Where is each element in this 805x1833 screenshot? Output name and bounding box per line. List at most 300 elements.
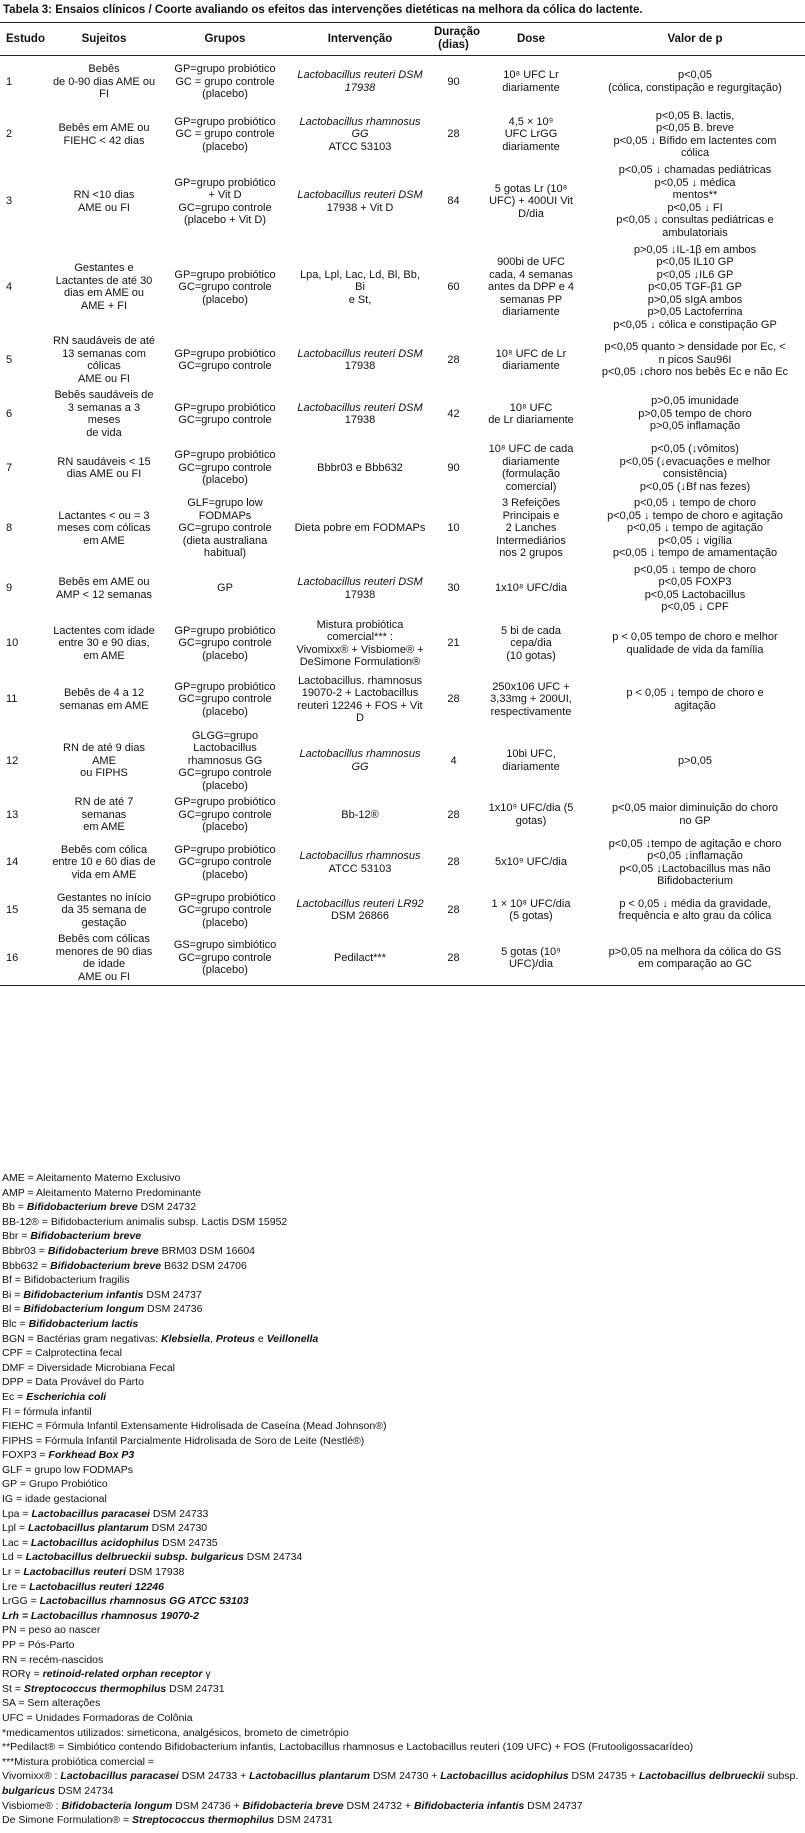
intervencao-line: reuteri 12246 + FOS + Vit D — [297, 699, 423, 724]
intervencao-line: Bb-12® — [341, 808, 379, 821]
cell-duracao: 21 — [447, 637, 460, 650]
legend-species-name: Lactobacillus plantarum — [249, 1770, 370, 1783]
sujeitos-line: ou FIPHS — [80, 767, 128, 779]
cell-dose — [477, 794, 585, 836]
legend-segment: UFC = Unidades Formadoras de Colônia — [2, 1711, 193, 1724]
intervencao-line: Dieta pobre em FODMAPs — [294, 522, 426, 534]
legend-species-name: Bifidobacteria breve — [242, 1799, 344, 1812]
cell-sujeitos — [48, 890, 160, 932]
cell-intervencao — [290, 836, 430, 890]
valor-p-line: n picos Sau96I — [658, 353, 732, 366]
cell-grupos — [160, 562, 290, 616]
clinical-trials-table — [0, 22, 805, 986]
legend-species-name: Klebsiella — [161, 1332, 211, 1345]
legend-species-name: Bifidobacteria infantis — [413, 1799, 525, 1812]
legend-segment: PN = peso ao nascer — [2, 1624, 101, 1637]
sujeitos-line: entre 10 e 60 dias de — [52, 856, 156, 869]
dose-line: Principais e — [502, 509, 560, 522]
sujeitos-line: gestação — [81, 916, 127, 929]
dose-line: diariamente — [502, 306, 560, 318]
cell-sujeitos — [48, 672, 160, 728]
cell-dose — [477, 56, 585, 108]
legend-species-name: Proteus — [215, 1332, 255, 1345]
grupos-line: GC=grupo controle — [178, 360, 272, 372]
sujeitos-line: em AME — [83, 649, 125, 662]
cell-valor-p — [585, 890, 805, 932]
valor-p-line: agitação — [674, 699, 716, 712]
sujeitos-line: AME + FI — [80, 299, 128, 312]
table-row — [0, 333, 805, 387]
cell-intervencao — [290, 728, 430, 795]
grupos-line: GLF=grupo low — [187, 497, 263, 509]
legend-entry — [2, 1507, 800, 1522]
legend-entry — [2, 1332, 800, 1347]
sujeitos-line: semanas em AME — [59, 699, 149, 712]
legend-entry — [2, 1521, 800, 1536]
legend-entry — [2, 1361, 800, 1376]
grupos-line: habitual) — [203, 547, 247, 559]
sujeitos-line: menores de 90 dias — [55, 945, 153, 958]
legend-segment: Lpa = — [2, 1507, 32, 1520]
legend-segment — [26, 1391, 106, 1403]
grupos-line: GP=grupo probiótico — [174, 176, 276, 189]
legend-species-name: Lactobacillus acidophilus — [440, 1770, 569, 1783]
cell-duracao: 90 — [447, 75, 460, 88]
dose-line: diariamente — [502, 81, 560, 94]
legend-segment: IG = idade gestacional — [2, 1493, 107, 1506]
legend-segment: FIPHS = Fórmula Infantil Parcialmente Hidrolisada de Soro de Leite (Nestlé®) — [2, 1434, 365, 1447]
legend-segment: DSM 24737 — [143, 1288, 202, 1301]
dose-line: 10⁸ UFC de Lr — [495, 347, 567, 360]
legend-species-name: Veillonella — [266, 1332, 319, 1345]
cell-sujeitos — [48, 441, 160, 495]
dose-line: 5 gotas (10⁹ — [501, 945, 561, 958]
sujeitos-line: Bebês saudáveis de — [54, 389, 154, 401]
legend-species-name: retinoid-related orphan receptor — [42, 1668, 203, 1681]
cell-dose — [477, 441, 585, 495]
cell-estudo: 9 — [6, 582, 13, 595]
legend-segment: Blc = — [2, 1317, 29, 1330]
valor-p-line: p<0,05 Lactobacillus — [644, 588, 746, 601]
legend-segment: DSM 24736 — [144, 1303, 203, 1316]
cell-intervencao — [290, 495, 430, 562]
legend-segment: Lac = — [2, 1536, 31, 1549]
legend-entry — [2, 1813, 800, 1828]
table-row — [0, 836, 805, 890]
legend-entry — [2, 1550, 800, 1565]
grupos-line: GP=grupo probiótico — [174, 449, 276, 462]
legend-segment: DSM 24730 + — [369, 1770, 441, 1783]
cell-duracao: 28 — [447, 353, 460, 366]
cell-grupos — [160, 333, 290, 387]
legend-segment: DSM 24732 — [137, 1201, 197, 1214]
intervencao-line: 17938 — [344, 360, 376, 372]
grupos-line: GC=grupo controle — [178, 522, 272, 534]
intervencao-line: Lpa, Lpl, Lac, Ld, Bl, Bb, Bi — [300, 268, 420, 293]
legend-segment — [216, 1333, 255, 1345]
dose-line: 1x10⁸ UFC/dia — [495, 582, 567, 595]
cell-estudo: 14 — [6, 856, 19, 869]
legend-segment: AME = Aleitamento Materno Exclusivo — [2, 1172, 181, 1184]
legend-species-name: Lactobacillus paracasei — [31, 1507, 150, 1520]
legend-entry — [2, 1171, 800, 1186]
legend-entry — [2, 1623, 800, 1638]
cell-dose — [477, 728, 585, 795]
legend-segment — [30, 1230, 141, 1242]
cell-duracao: 10 — [447, 522, 460, 534]
cell-valor-p — [585, 441, 805, 495]
legend-segment — [32, 1508, 150, 1520]
grupos-line: (placebo) — [202, 916, 248, 929]
intervencao-line: 17938 — [344, 414, 376, 426]
table-row — [0, 242, 805, 334]
grupos-line: FODMAPs — [198, 509, 252, 522]
cell-dose — [477, 562, 585, 616]
intervencao-line: Lactobacillus reuteri DSM — [297, 189, 423, 201]
cell-valor-p — [585, 728, 805, 795]
grupos-line: GC=grupo controle — [178, 461, 272, 474]
cell-dose — [477, 387, 585, 441]
table-row — [0, 794, 805, 836]
sujeitos-line: RN <10 dias — [73, 189, 135, 201]
grupos-line: GP=grupo probiótico — [174, 115, 276, 128]
intervencao-line: Lactobacillus rhamnosus GG — [299, 748, 421, 773]
intervencao-line: Lactobacillus rhamnosus — [299, 850, 421, 862]
legend-segment: ***Mistura probiótica comercial = — [2, 1755, 155, 1768]
sujeitos-line: dias em AME ou — [63, 287, 145, 300]
cell-sujeitos — [48, 333, 160, 387]
header-estudo: Estudo — [0, 23, 48, 56]
header-valor-p: Valor de p — [585, 23, 805, 56]
legend-segment: PP = Pós-Parto — [2, 1639, 75, 1651]
legend-species-name: Bifidobacteria longum — [61, 1799, 173, 1812]
legend-entry — [2, 1799, 800, 1814]
cell-intervencao — [290, 242, 430, 334]
cell-grupos — [160, 108, 290, 162]
sujeitos-line: Bebês com cólica — [60, 843, 148, 856]
sujeitos-line: AMP < 12 semanas — [55, 588, 153, 601]
legend-entry — [2, 1259, 800, 1274]
legend-segment: Bbr = — [2, 1230, 31, 1243]
cell-intervencao — [290, 794, 430, 836]
grupos-line: GC=grupo controle — [178, 767, 272, 779]
grupos-line: GC=grupo controle — [178, 808, 272, 821]
cell-estudo: 1 — [6, 75, 13, 88]
valor-p-line: p < 0,05 ↓ média da gravidade, — [619, 897, 771, 910]
legend-entry — [2, 1215, 800, 1230]
cell-valor-p — [585, 242, 805, 334]
cell-estudo: 8 — [6, 522, 13, 534]
grupos-line: GC=grupo controle — [178, 201, 272, 214]
intervencao-line: Lactobacillus. rhamnosus — [297, 674, 423, 687]
legend-species-name: Bifidobacterium breve — [50, 1259, 162, 1272]
legend-segment — [24, 1683, 166, 1695]
legend-segment: Visbiome® : — [2, 1799, 62, 1812]
legend-segment — [61, 1800, 172, 1812]
cell-grupos — [160, 56, 290, 108]
legend-segment: DSM 24730 — [148, 1522, 208, 1535]
intervencao-line: Lactobacillus rhamnosus GG — [299, 115, 421, 141]
cell-sujeitos — [48, 108, 160, 162]
legend-segment — [23, 1289, 143, 1301]
legend-segment — [29, 1318, 139, 1330]
valor-p-line: p<0,05 ↓ FI — [667, 201, 723, 214]
legend-entry — [2, 1653, 800, 1668]
valor-p-line: mentos** — [672, 189, 718, 201]
legend-segment: DSM 24735 — [159, 1536, 218, 1549]
legend-entry — [2, 1696, 800, 1711]
legend-segment — [243, 1800, 344, 1812]
legend-segment: Lpl = — [2, 1522, 28, 1535]
cell-valor-p — [585, 562, 805, 616]
dose-line: 10⁸ UFC de cada — [488, 443, 574, 455]
cell-estudo: 12 — [6, 754, 19, 767]
legend-entry — [2, 1419, 800, 1434]
table-row — [0, 931, 805, 986]
legend-segment: SA = Sem alterações — [2, 1697, 101, 1710]
legend-entry — [2, 1346, 800, 1361]
dose-line: 250x106 UFC + — [492, 680, 570, 693]
legend-species-name: Lactobacillus acidophilus — [30, 1536, 160, 1549]
intervencao-line: Vivomixx® + Visbiome® + — [296, 643, 424, 656]
legend-segment: **Pedilact® = Simbiótico contendo Bifidobacterium infantis, Lactobacillus rhamnosus e Lactobacillus reuteri (109 UFC) + FOS (Frutooligossacarídeo) — [2, 1741, 694, 1754]
sujeitos-line: RN saudáveis < 15 — [57, 455, 151, 468]
intervencao-line: Lactobacillus reuteri DSM — [297, 69, 423, 82]
grupos-line: Lactobacillus — [193, 742, 257, 754]
legend-segment: Ec = — [2, 1390, 27, 1403]
table-row — [0, 890, 805, 932]
valor-p-line: p<0,05 ↓ vigília — [658, 534, 732, 547]
legend-segment: DSM 24731 — [166, 1682, 225, 1695]
legend-species-name: Lactobacillus reuteri — [23, 1566, 127, 1579]
cell-intervencao — [290, 333, 430, 387]
cell-estudo: 15 — [6, 904, 19, 916]
legend-segment: RORγ = — [2, 1668, 43, 1681]
legend-segment: DMF = Diversidade Microbiana Fecal — [2, 1361, 176, 1374]
intervencao-line: DeSimone Formulation® — [299, 656, 421, 668]
cell-grupos — [160, 387, 290, 441]
table-body — [0, 56, 805, 986]
table-caption: Tabela 3: Ensaios clínicos / Coorte avaliando os efeitos das intervenções dietéticas na melhora da cólica do lactente. — [3, 4, 643, 16]
dose-line: semanas PP — [499, 293, 563, 306]
table-row — [0, 441, 805, 495]
grupos-line: GC=grupo controle — [178, 281, 272, 293]
legend-segment: Ld = — [2, 1551, 26, 1564]
dose-line: 3 Refeições — [501, 497, 561, 509]
dose-line: cepa/dia — [510, 637, 552, 650]
cell-dose — [477, 836, 585, 890]
legend-species-name: Lactobacillus rhamnosus GG ATCC 53103 — [39, 1595, 249, 1608]
legend-entry — [2, 1667, 800, 1682]
grupos-line: (placebo) — [202, 293, 248, 306]
sujeitos-line: da 35 semana de — [61, 904, 147, 916]
grupos-line: rhamnosus GG — [187, 754, 263, 767]
cell-intervencao — [290, 890, 430, 932]
cell-sujeitos — [48, 616, 160, 672]
cell-grupos — [160, 836, 290, 890]
cell-duracao: 90 — [447, 461, 460, 474]
intervencao-line: ATCC 53103 — [328, 140, 392, 153]
dose-line: diariamente — [502, 140, 560, 153]
table-row — [0, 495, 805, 562]
sujeitos-line: Gestantes no início — [56, 891, 152, 904]
legend-species-name: Streptococcus thermophilus — [132, 1814, 275, 1827]
cell-sujeitos — [48, 495, 160, 562]
cell-valor-p — [585, 333, 805, 387]
legend-segment: DSM 17938 — [126, 1566, 185, 1579]
valor-p-line: p<0,05 (↓evacuações e melhor — [619, 455, 771, 468]
cell-sujeitos — [48, 836, 160, 890]
legend-entry — [2, 1273, 800, 1288]
cell-valor-p — [585, 162, 805, 242]
grupos-line: (placebo) — [202, 140, 248, 153]
legend-segment: DSM 24733 + — [178, 1770, 250, 1783]
sujeitos-line: meses com cólicas — [57, 522, 151, 534]
legend-segment — [27, 1201, 138, 1213]
legend-segment — [639, 1770, 764, 1782]
grupos-line: (placebo) — [202, 705, 248, 718]
table-header-row — [0, 23, 805, 56]
grupos-line: GC=grupo controle — [178, 637, 272, 650]
cell-duracao: 42 — [447, 407, 460, 420]
legend-species-name: Escherichia coli — [26, 1390, 107, 1403]
cell-estudo: 5 — [6, 353, 13, 366]
legend-segment: DSM 24731 — [274, 1814, 333, 1827]
legend-species-name: Bifidobacterium breve — [47, 1244, 159, 1257]
abbreviation-legend — [2, 1171, 800, 1828]
grupos-line: (placebo) — [202, 474, 248, 487]
intervencao-line: Pedilact*** — [334, 951, 386, 964]
cell-grupos — [160, 495, 290, 562]
legend-segment: DSM 24735 + — [568, 1770, 639, 1783]
grupos-line: GP — [217, 582, 233, 595]
legend-entry — [2, 1200, 800, 1215]
valor-p-line: p<0,05 ↓choro nos bebês Ec e não Ec — [601, 366, 789, 379]
grupos-line: GP=grupo probiótico — [174, 401, 276, 414]
header-grupos: Grupos — [160, 23, 290, 56]
sujeitos-line: Bebês com cólicas — [58, 933, 150, 945]
legend-species-name: Lactobacillus plantarum — [27, 1522, 149, 1535]
cell-dose — [477, 495, 585, 562]
legend-entry — [2, 1375, 800, 1390]
legend-species-name: bulgaricus — [2, 1784, 56, 1797]
header-intervencao: Intervenção — [290, 23, 430, 56]
dose-line: comercial) — [505, 480, 557, 493]
sujeitos-line: de 0-90 dias AME ou — [52, 75, 156, 88]
legend-entry — [2, 1405, 800, 1420]
sujeitos-line: RN de até 7 semanas — [74, 796, 134, 821]
cell-duracao: 84 — [447, 195, 460, 208]
legend-entry — [2, 1492, 800, 1507]
cell-duracao: 28 — [430, 931, 477, 986]
sujeitos-line: Bebês — [88, 63, 120, 75]
intervencao-line: Lactobacillus reuteri DSM — [297, 401, 423, 414]
cell-duracao: 28 — [447, 128, 460, 141]
grupos-line: GC=grupo controle — [178, 414, 272, 426]
legend-segment: BGN = Bactérias gram negativas: — [2, 1332, 162, 1345]
cell-intervencao — [290, 562, 430, 616]
cell-dose — [477, 108, 585, 162]
dose-line: 5x10⁹ UFC/dia — [495, 856, 567, 869]
legend-segment: DSM 24734 — [55, 1784, 114, 1797]
sujeitos-line: 13 semanas com — [62, 347, 146, 360]
legend-segment — [28, 1522, 149, 1534]
intervencao-line: DSM 26866 — [330, 910, 390, 923]
legend-species-name: Bifidobacterium lactis — [28, 1317, 139, 1330]
legend-segment: BRM03 DSM 16604 — [158, 1244, 255, 1257]
grupos-line: (dieta australiana — [182, 534, 268, 547]
cell-valor-p — [585, 56, 805, 108]
grupos-line: GP=grupo probiótico — [174, 347, 276, 360]
grupos-line: GLGG=grupo — [191, 729, 259, 742]
cell-valor-p — [585, 616, 805, 672]
legend-segment: LrGG = — [2, 1595, 40, 1608]
legend-segment — [132, 1814, 274, 1826]
dose-line: 5 bi de cada — [501, 624, 561, 637]
legend-entry — [2, 1448, 800, 1463]
cell-intervencao — [290, 931, 430, 986]
legend-entry — [2, 1594, 800, 1609]
cell-sujeitos — [48, 387, 160, 441]
legend-species-name: Lactobacillus delbrueckii subsp. bulgaricus — [25, 1551, 244, 1564]
valor-p-line: p<0,05 ↓IL6 GP — [656, 268, 734, 281]
legend-segment: DSM 24736 + — [172, 1799, 243, 1812]
dose-line: Intermediários — [496, 534, 566, 547]
sujeitos-line: em AME — [83, 821, 125, 833]
sujeitos-line: Bebês em AME ou — [58, 576, 150, 588]
legend-segment: DSM 24734 — [243, 1551, 303, 1564]
cell-duracao: 28 — [447, 693, 460, 706]
sujeitos-line: cólicas — [87, 360, 121, 372]
cell-duracao: 28 — [447, 808, 460, 821]
legend-segment: Lr = — [2, 1566, 24, 1579]
legend-segment: De Simone Formulation® = — [2, 1814, 132, 1827]
legend-segment: Bl = — [2, 1303, 24, 1316]
sujeitos-line: Gestantes e — [74, 262, 134, 275]
cell-intervencao — [290, 441, 430, 495]
cell-duracao: 28 — [447, 904, 460, 916]
legend-segment — [43, 1668, 203, 1680]
legend-entry — [2, 1580, 800, 1595]
sujeitos-line: FIEHC < 42 dias — [63, 134, 145, 147]
sujeitos-line: vida em AME — [71, 868, 137, 881]
intervencao-line: e St, — [348, 293, 372, 306]
legend-entry — [2, 1434, 800, 1449]
dose-line: gotas) — [515, 814, 547, 827]
cell-sujeitos — [48, 162, 160, 242]
legend-segment — [31, 1537, 159, 1549]
intervencao-line: Mistura probiótica — [316, 618, 404, 631]
cell-estudo: 7 — [6, 461, 13, 474]
cell-dose — [477, 162, 585, 242]
legend-segment — [40, 1595, 249, 1607]
legend-entry — [2, 1302, 800, 1317]
cell-estudo: 6 — [6, 407, 13, 420]
valor-p-line: p<0,05 ↓ tempo de choro e agitação — [607, 509, 783, 522]
cell-estudo: 2 — [6, 128, 13, 141]
cell-valor-p — [585, 794, 805, 836]
valor-p-line: p<0,05 — [678, 69, 712, 82]
dose-line: 10bi UFC, — [506, 748, 556, 761]
valor-p-line: p<0,05 maior diminuição do choro — [611, 802, 778, 815]
grupos-line: + Vit D — [208, 189, 242, 201]
intervencao-line: Bbbr03 e Bbb632 — [317, 461, 403, 474]
legend-species-name: Bifidobacterium infantis — [23, 1288, 144, 1301]
dose-line: 5 gotas Lr (10⁸ — [494, 182, 568, 195]
dose-line: antes da DPP e 4 — [487, 281, 575, 293]
legend-segment: DPP = Data Provável do Parto — [2, 1376, 144, 1389]
legend-segment — [161, 1333, 210, 1345]
